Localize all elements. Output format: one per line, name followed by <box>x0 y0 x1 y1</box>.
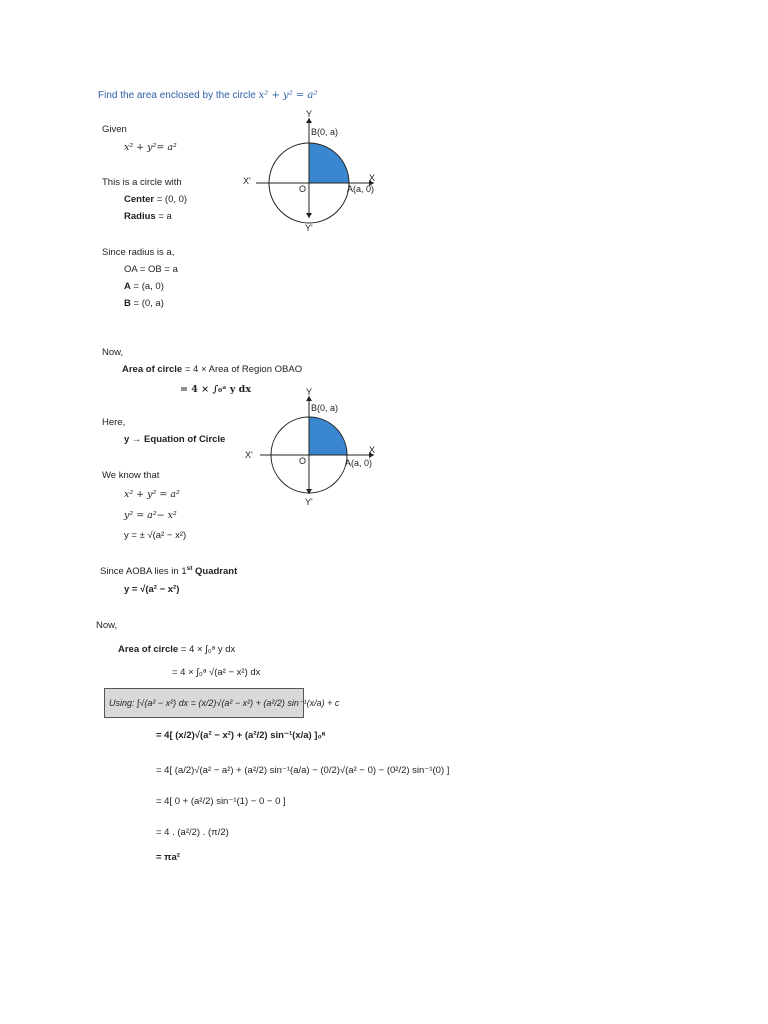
step-1: = 4[ (x/2)√(a² − x²) + (a²/2) sin⁻¹(x/a) ]₀ᵃ <box>156 730 326 741</box>
formula-box <box>104 688 340 718</box>
now-label-1: Now, <box>102 347 124 358</box>
know-eq2: y² = a²− x² <box>124 510 177 521</box>
quadrant-fill-2 <box>309 417 347 455</box>
know-eq1: x² + y² = a² <box>124 489 180 500</box>
area-line-2 <box>118 644 235 655</box>
given-label: Given <box>102 124 127 135</box>
problem-title <box>98 90 317 102</box>
area-label-2: Area of circle <box>118 644 179 655</box>
radius-value: = a <box>155 211 172 222</box>
point-a-line <box>124 281 164 292</box>
point-a-label-1: A(a, 0) <box>347 184 375 194</box>
step-5: = πa² <box>156 852 180 863</box>
axis-xneg-label-2: X' <box>245 450 253 460</box>
circle-diagram-1 <box>236 108 386 238</box>
quadrant-bold: Quadrant <box>192 566 238 578</box>
quadrant-sup: st <box>186 565 193 572</box>
center-line <box>124 194 187 205</box>
origin-label-1: O <box>299 184 307 194</box>
y-neg-arrow-1 <box>306 213 312 218</box>
axis-x-label-1: X <box>369 173 376 183</box>
point-b-label: B <box>124 298 131 309</box>
title-equation: x² + y² = a² <box>258 90 318 101</box>
point-b-value: = (0, a) <box>130 298 164 309</box>
step-2: = 4[ (a/2)√(a² − a²) + (a²/2) sin⁻¹(a/a) − (0/2)√(a² − 0) − (0²/2) sin⁻¹(0) ] <box>156 765 450 776</box>
formula-text: Using: ∫√(a² − x²) dx = (x/2)√(a² − x²) + (a²/2) sin⁻¹(x/a) + c <box>109 698 340 708</box>
area-label-1: Area of circle <box>122 364 183 375</box>
radius-intro: Since radius is a, <box>102 247 175 258</box>
oa-ob-line: OA = OB = a <box>124 264 178 275</box>
center-label: Center <box>124 194 155 205</box>
area-rest-2: = 4 × ∫₀ᵃ y dx <box>178 644 236 655</box>
radius-line <box>124 211 172 222</box>
know-eq3: y = ± √(a² − x²) <box>124 530 187 541</box>
area-line-2b: = 4 × ∫₀ᵃ √(a² − x²) dx <box>172 667 261 678</box>
now-label-2: Now, <box>96 620 118 631</box>
know-intro: We know that <box>102 470 160 481</box>
point-b-label-1: B(0, a) <box>311 127 339 137</box>
axis-y-label-2: Y <box>306 387 313 397</box>
point-a-label: A <box>124 281 131 292</box>
title-prefix: Find the area enclosed by the circle <box>98 90 259 101</box>
given-equation: x² + y²= a² <box>124 142 177 153</box>
y-equation-label: y → Equation of Circle <box>124 434 226 445</box>
axis-y-label-1: Y <box>306 109 313 119</box>
quadrant-fill-1 <box>309 143 349 183</box>
point-a-label-2: A(a, 0) <box>345 458 373 468</box>
axis-x-label-2: X <box>369 445 376 455</box>
area-line-1 <box>122 364 302 375</box>
quadrant-prefix: Since AOBA lies in 1 <box>100 566 187 578</box>
radius-label: Radius <box>124 211 156 222</box>
circle-intro: This is a circle with <box>102 177 182 188</box>
axis-yneg-label-1: Y' <box>305 223 313 233</box>
quadrant-equation: y = √(a² − x²) <box>124 584 180 595</box>
point-b-label-2: B(0, a) <box>311 403 339 413</box>
circle-diagram-2 <box>236 386 386 510</box>
origin-label-2: O <box>299 456 307 466</box>
point-a-value: = (a, 0) <box>130 281 164 292</box>
step-3: = 4[ 0 + (a²/2) sin⁻¹(1) − 0 − 0 ] <box>156 796 286 807</box>
quadrant-line <box>100 565 237 578</box>
area-integral-1: = 4 × ∫₀ᵃ y dx <box>180 384 251 395</box>
axis-yneg-label-2: Y' <box>305 497 313 507</box>
axis-xneg-label-1: X' <box>243 176 251 186</box>
area-rest-1: = 4 × Area of Region OBAO <box>182 364 303 375</box>
here-label: Here, <box>102 417 126 428</box>
point-b-line <box>124 298 164 309</box>
step-4: = 4 . (a²/2) . (π/2) <box>156 827 229 838</box>
center-value: = (0, 0) <box>154 194 188 205</box>
